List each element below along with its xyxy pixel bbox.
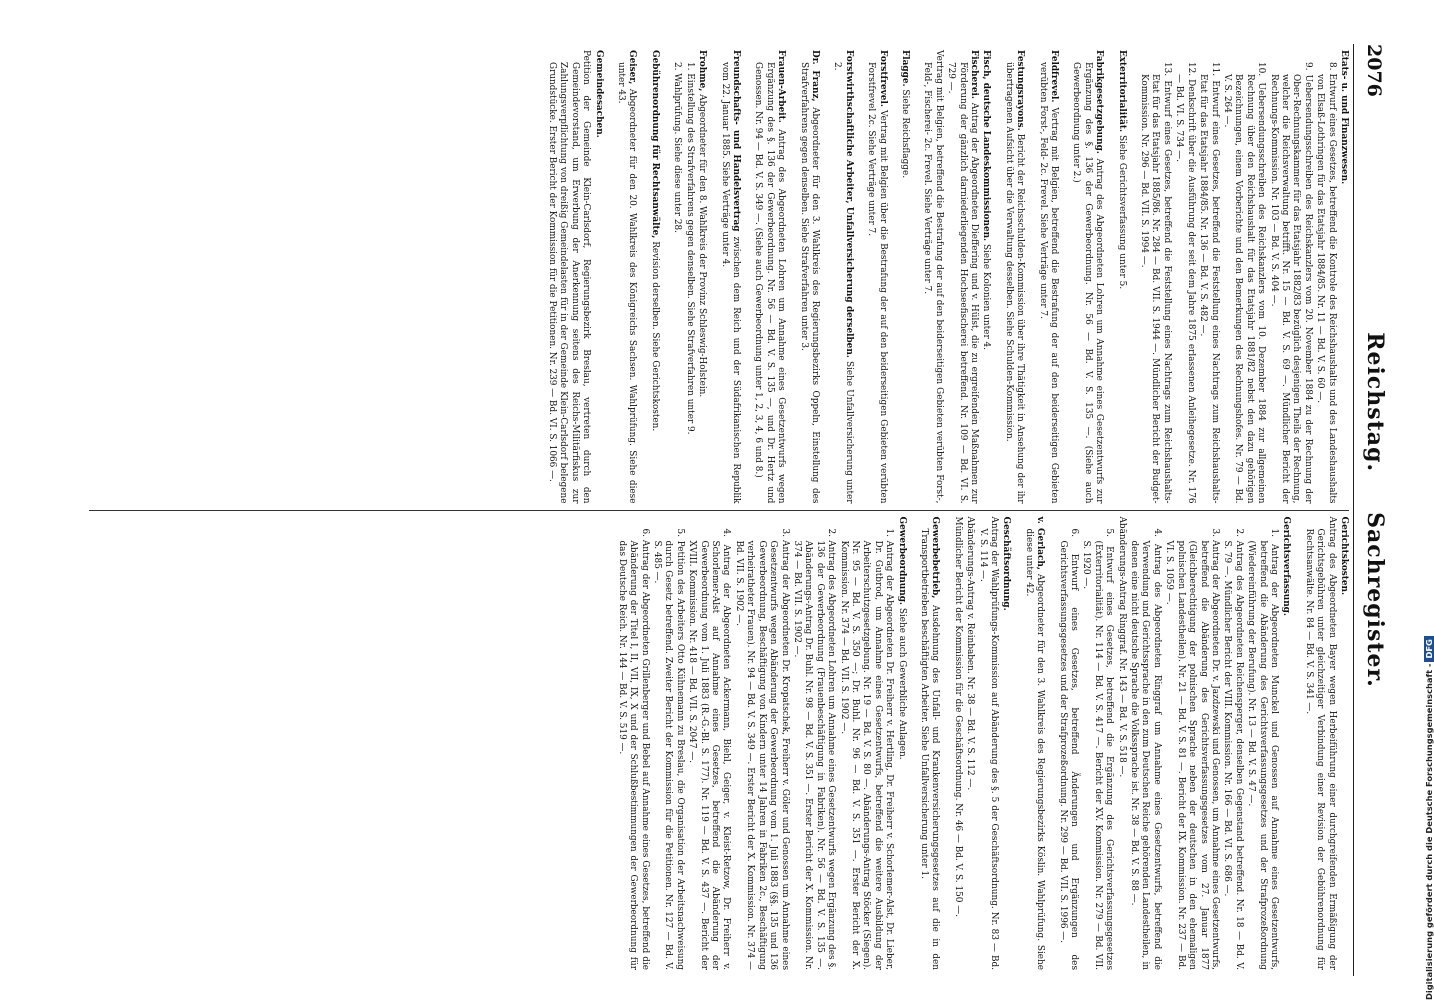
title-sachregister: Sachregister. [1362,512,1388,688]
index-columns [89,44,1349,976]
index-entry [980,50,991,504]
entry-heading: Gebührenordnung für Rechtsanwälte, [649,50,660,239]
entry-text: 2. Wahlprüfung. Siehe diese unter 28. [672,62,683,233]
index-entry [1302,517,1336,971]
entry-text: Vertrag mit Belgien, betreffend die Bestrafung der auf den beiderseitigen Gebieten verübten Forst-, Feld-, Fischerei- 2c. Frevel. Siehe Verträge unter 7. [922,50,944,504]
entry-text: 5. Entwurf eines Gesetzes, betreffend die Ergänzung des Gerichtsverfassungsgesetzes (Exterritorialität). Nr. 114 — Bd. V. S. 417 —. Bericht der XV. Kommission. Nr. 279 — Bd. VII. S. 1920 —. [1081,528,1115,970]
index-entry [1080,517,1114,971]
entry-heading: Forstfrevel. [877,50,888,107]
entry-heading: Exterritorialität. [1116,50,1127,133]
entry-heading: Fabrikgesetzgebung. [1094,50,1105,154]
index-entry [1036,50,1059,504]
index-entry [791,517,837,971]
index-entry [1002,50,1025,504]
entry-heading: Gerichtsverfassung. [1281,516,1292,616]
entry-heading: Fisch, deutsche Landeskommissionen. [981,50,992,242]
index-entry [752,50,786,504]
entry-text: 4. Antrag der Abgeordneten Ackermann, Biehl, Geiger, v. Kleist-Retzow, Dr. Freiherr v. Schorlemer-Alst auf Annahme eines Gesetzes, betreffend die Abänderung der Gewerbeordnung vom 1. Juli 1883 (R.-G.-Bl. S. 177). Nr. 119 — Bd. V. S. 437 —. Bericht der XVIII. Kommission. Nr. 418 — Bd. VII. S. 2047 —. [687,528,732,970]
entry-text: Siehe auch Gewerbliche Anlagen. [896,607,907,760]
entry-text: Abgeordneter für den 3. Wahlkreis des Regierungsbezirks Köslin. Wahlprüfung. Siehe diese unter 42. [1023,528,1046,971]
index-entry [1128,517,1162,971]
index-entry [964,517,975,971]
index-entry [837,517,894,971]
entry-heading: Freundschafts- und Handelsvertrag [730,50,741,232]
entry-text: 10. Uebersendungsschreiben des Reichskanzlers vom 10. Dezember 1884 zur allgemeinen Rechnung über den Reichshaushalt für das Etatsjahr 1881/82 nebst den dazu gehörigen Bezeichnungen, einem Vorberichte und den Bemerkungen des Rechnungshofes. Nr. 79 — Bd. V. S. 264 —. [1221,62,1267,504]
entry-heading: Geschäftsordnung. [1001,516,1012,611]
entry-text: Revision derselben. Siehe Gerichtskosten. [649,241,660,432]
index-entry [686,517,732,971]
entry-text: Vertrag mit Belgien, betreffend die Bestrafung der auf den beiderseitigen Gebieten verübten Forst-, Feld- 2c. Frevel. Siehe Verträge unter 7. [1037,62,1060,504]
right-column [89,510,1349,977]
entry-text: Antrag des Abgeordneten Lohren um Annahme eines Gesetzentwurfs wegen Ergänzung des §. 136 der Gewerbeordnung. Nr. 56 — Bd. V. S. 135 —, und Dr. Hertz und Genossen. Nr. 94 — Bd. V. S. 349 —. (Siehe auch Gewerbeordnung unter 1, 2, 3, 4, 6 und 8.) [753,62,787,504]
page-number: 2076 [1363,44,1385,97]
entry-text: 13. Entwurf eines Gesetzes, betreffend die Feststellung eines Nachtrags zum Reichshaushalts-Etat für das Etatsjahr 1885/86. Nr. 284 — Bd. VII. S. 1944 —. Mündlicher Bericht der Budget-Kommission. Nr. 296 — Bd. VII. S. 1994 —. [1139,62,1172,504]
entry-text: Bericht der Reichsschulden-Kommission über ihre Thätigkeit in Ansehung der ihr übertragenen Aufsicht über die Verwaltung desselben. Siehe Schulden-Kommission. [1003,62,1026,504]
index-entry [1245,517,1279,971]
index-entry [1115,517,1126,971]
entry-heading: Gemeindesachen. [593,50,604,138]
entry-text: 5. Petition des Arbeiters Otto Kühnemann zu Breslau, die Organisation der Arbeitsnachweisung durch Gesetz betreffend. Zweiter Bericht der Kommission für die Petitionen. Nr. 127 — Bd. V. S. 485 —. [652,528,685,970]
entry-text: 3. Antrag der Abgeordneten Dr. Kropatschek, Freiherr v. Göler und Genossen um Annahme eines Gesetzentwurfs wegen Abänderung der Gewerbeordnung vom 1. Juli 1883 (§§. 135 und 136 Gewerbeordnung, Beschäftigung von Kindern unter 14 Jahren in Fabriken 2c., Beschäftigung verheiratheter Frauen). Nr. 94 — Bd. V. S. 349 —. Erster Bericht der X. Kommission. Nr. 374 — Bd. VII. S. 1902 —. [733,528,790,970]
index-entry [865,50,888,504]
index-entry [1280,517,1291,971]
index-entry [733,517,790,971]
index-entry [797,50,820,504]
index-entry [651,517,685,971]
entry-text: Abgeordneter für den 8. Wahlkreis der Provinz Schleswig-Holstein. [697,94,708,398]
page-title [1362,332,1388,688]
entry-heading: Forstwirthschaftliche Arbeiter, Unfallversicherung derselben. [843,50,854,358]
index-entry [592,50,603,504]
entry-heading: Dr. Franz, [809,50,820,102]
index-entry [1000,517,1011,971]
running-head [1353,44,1388,976]
entry-heading: v. Gerlach, [1035,516,1046,570]
index-entry [1221,50,1267,504]
index-entry [1338,50,1349,504]
index-entry [649,50,660,504]
index-entry [1022,517,1045,971]
index-entry [921,50,944,504]
index-entry [718,50,741,504]
entry-text: Antrag der Wahlprüfungs-Kommission auf Abänderung des §. 5 der Geschäftsordnung. Nr. 83 — Bd. V. S. 114 —. [977,516,1000,970]
entry-heading: Gewerbebetrieb, [930,516,941,599]
entry-text: Abgeordneter für den 3. Wahlkreis des Regierungsbezirks Oppeln, Einstellung des Strafverfahrens gegen denselben. Siehe Strafverfahren unter 3. [798,62,820,504]
entry-text: Abgeordneter für den 20. Wahlkreis des Königreichs Sachsen. Wahlprüfung. Siehe diese unter 43. [616,62,638,504]
entry-text: 11. Entwurf eines Gesetzes, betreffend die Feststellung eines Nachtrags zum Reichshaushalts-Etat für das Etatsjahr 1884/85. Nr. 136 — Bd. V. S. 482 —. [1198,62,1220,504]
index-entry [899,50,910,504]
entry-heading: Flagge. [900,50,910,87]
entry-text: Vertrag mit Belgien über die Bestrafung der auf den beiderseitigen Gebieten verübten Forstfrevel 2c. Siehe Verträge unter 7. [866,62,888,504]
entry-heading: Gerichtskosten. [1339,516,1349,596]
index-entry [1338,517,1349,971]
entry-heading: Etats- u. und Finanzwesen. [1339,50,1349,185]
index-entry [615,50,638,504]
index-entry [671,50,682,504]
index-entry [1056,517,1079,971]
entry-text: 1. Antrag der Abgeordneten Munckel und Genossen auf Annahme eines Gesetzentwurfs, betreffend die Abänderung des Gerichtsverfassungsgesetzes und der Strafprozeßordnung (Wiedereinführung der Berufung). Nr. 13 — Bd. V. S. 47 —. [1246,528,1279,970]
index-entry [696,50,707,504]
index-entry [1267,50,1313,504]
entry-text: Siehe Kolonien unter 4. [981,243,992,350]
digitization-credit [1424,0,1434,1000]
entry-text: Abänderungs-Antrag Ringgraf. Nr. 143 — Bd. V. S. 518 —. [1116,516,1127,778]
entry-text: 6. Entwurf eines Gesetzes, betreffend Änderungen und Ergänzungen des Gerichtsverfassungsgesetzes und der Strafprozeßordnung. Nr. 299 — Bd. VII. S. 1996 —. [1057,528,1080,970]
entry-heading: Feldfrevel. [1049,50,1060,103]
index-entry [1070,50,1104,504]
entry-text: 12. Denkschrift über die Ausführung der seit dem Jahre 1875 erlassenen Anleihegesetze. Nr. 176 — Bd. VI. S. 734 —. [1174,62,1196,504]
entry-text: Siehe Reichsflagge. [900,89,910,179]
entry-text: Ausdehnung des Unfall- und Krankenversicherungsgesetzes auf die in den Transportbetrieben beschäftigten Arbeiter. Siehe Unfallversicherung unter 1. [919,528,941,970]
entry-text: Petition der Gemeinde Klein-Carlsdorf, Regierungsbezirk Breslau, vertreten durch den Gemeindevorstand, um Erwerbung der Anerkennung seitens des Reichs-Militärfiskus zur Zahlungsverpflichtung von dreißig Gemeindelasten für in der Gemeinde Klein-Carlsdorf belegene Grundstücke. Erster Bericht der Kommission für die Petitionen. Nr. 239 — Bd. VI. S. 1066 —. [547,50,592,504]
entry-text: 2. Antrag des Abgeordneten Lohren um Annahme eines Gesetzentwurfs wegen Ergänzung des §. 136 der Gewerbeordnung (Frauenbeschäftigung in Fabriken). Nr. 56 — Bd. V. S. 135 —. Abänderungs-Antrag Dr. Buhl. Nr. 98 — Bd. V. S. 351 —. Erster Bericht der X. Kommission. Nr. 374 — Bd. VII. S. 1902 —. [791,528,837,970]
entry-text: Siehe Gerichtsverfassung unter 5. [1116,134,1127,290]
scanned-page [72,30,1392,990]
entry-text: 9. Uebersendungsschreiben des Reichskanzlers vom 20. November 1884 zu der Rechnung der Ober-Rechnungskammer für das Etatsjahr 1882/83 bezüglich desjenigen Theils der Rechnung, welcher die Reichsverwaltung betrifft. Nr. 15 — Bd. V. S. 69 —. Mündlicher Bericht der Rechnungs-Kommission. Nr. 103 — Bd. V. S. 404 —. [1268,62,1313,504]
index-entry [546,50,592,504]
entry-heading: Geiser, [627,50,638,85]
index-entry [945,50,979,504]
entry-text: 1. Antrag der Abgeordneten Dr. Freiherr v. Hertling, Dr. Freiherr v. Schorlemer-Alst, Dr. Lieber, Dr. Gutbrod, um Annahme eines Gesetzentwurfs, betreffend die weitere Ausbildung der Arbeiterschutzgesetzgebung. Nr. 19 — Bd. V. S. 80 —. Abänderungs-Antrag Stöcker (Siegen). Nr. 95 — Bd. V. S. 350 —; Dr. Buhl. Nr. 96 — Bd. V. S. 351 —. Erster Bericht der X. Kommission. Nr. 374 — Bd. VII. S. 1902 —. [838,528,895,970]
index-entry [1314,50,1337,504]
entry-text: Antrag der Abgeordneten Dieffering und v. Hülst, die zu ergreifenden Maßnahmen zur Förderung der gänzlich darniederliegenden Hochseefischerei betreffend. Nr. 109 — Bd. VI. S. 729 —. [946,62,980,504]
entry-text: Mündlicher Bericht der Kommission für die Geschäftsordnung. Nr. 46 — Bd. V. S. 150 —. [952,516,963,917]
index-entry [895,517,906,971]
index-entry [1138,50,1172,504]
index-entry [615,517,649,971]
entry-heading: Frauen-Arbeit. [776,50,787,123]
entry-text: 2. Antrag des Abgeordneten Reichensperger, denselben Gegenstand betreffend. Nr. 18 — Bd. V. S. 79 —. Mündlicher Bericht der VIII. Kommission. Nr. 166 — Bd. VI. S. 686 —. [1222,528,1244,970]
index-entry [831,50,854,504]
index-entry [951,517,962,971]
entry-text: 6. Antrag der Abgeordneten Grillenberger und Bebel auf Annahme eines Gesetzes, betreffend die Abänderung der Titel I, II, VII, IX, X und der Schlußbestimmungen der Gewerbeordnung für das Deutsche Reich. Nr. 144 — Bd. V. S. 519 —. [616,528,650,970]
index-entry [1115,50,1126,504]
index-entry [683,50,694,504]
index-entry [918,517,941,971]
entry-heading: Gewerbeordnung. [896,516,907,605]
entry-text: Abänderungs-Antrag v. Reinbaben. Nr. 38 — Bd. V. S. 112 —. [965,516,976,791]
entry-text: Antrag des Abgeordneten Lohren um Annahme eines Gesetzentwurfs zur Ergänzung des §. 136 der Gewerbeordnung. Nr. 56 — Bd. V. S. 135 —. (Siehe auch Gewerbeordnung unter 2.) [1071,62,1105,504]
entry-text: Siehe Unfallversicherung unter 2. [832,62,854,504]
entry-text: 3. Antrag der Abgeordneten Dr. v. Jazdzewski und Genossen, um Annahme eines Gesetzentwurfs, betreffend die Abänderung des Gerichtsverfassungsgesetzes vom 27. Januar 1877 (Gleichberechtigung der polnischen Sprache neben der deutschen in den ehemaligen polnischen Landestheilen). Nr. 21 — Bd. V. S. 81 —. Bericht der IX. Kommission. Nr. 237 — Bd. VI. S. 1059 —. [1164,528,1220,970]
index-entry [1163,517,1220,971]
index-entry [1221,517,1244,971]
credit-text: Digitalisierung gefördert durch die Deutsche Forschungsgemeinschaft - [1424,663,1434,1000]
index-entry [976,517,999,971]
entry-heading: Fischerei. [969,50,980,99]
title-reichstag: Reichstag. [1362,332,1388,473]
entry-text: 1. Einstellung des Strafverfahrens gegen denselben. Siehe Strafverfahren unter 9. [684,62,695,435]
entry-text: 8. Entwurf eines Gesetzes, betreffend die Kontrole des Reichshaushalts und des Landeshaushalts von Elsaß-Lothringen für das Etatsjahr 1884/85. Nr. 11 — Bd. V. S. 60 —. [1315,62,1337,504]
entry-text: 4. Antrag des Abgeordneten Ringgraf um Annahme eines Gesetzentwurfs, betreffend die Verwendung und Gerichtssprache in den zum Deutschen Reiche gehörenden Landestheilen, in denen eine nicht deutsche Sprache die Volkssprache ist. Nr. 38 — Bd. V. S. 88 —. [1129,528,1162,970]
entry-heading: Frohme, [697,50,708,92]
left-column [89,44,1349,510]
index-entry [1173,50,1196,504]
dfg-logo: DFG [1424,636,1434,661]
entry-heading: Festungsrayons. [1015,50,1026,131]
index-entry [1197,50,1220,504]
entry-text: zwischen dem Reich und der Südafrikanischen Republik vom 22. Januar 1885. Siehe Verträge unter 4. [719,62,741,504]
entry-text: Antrag des Abgeordneten Bayer wegen Herbeiführung einer durchgreifenden Ermäßigung der Gerichtsgebühren unter gleichzeitiger Verbindung einer Revision der Gebührenordnung für Rechtsanwälte. Nr. 84 — Bd. V. S. 341 —. [1303,516,1337,970]
